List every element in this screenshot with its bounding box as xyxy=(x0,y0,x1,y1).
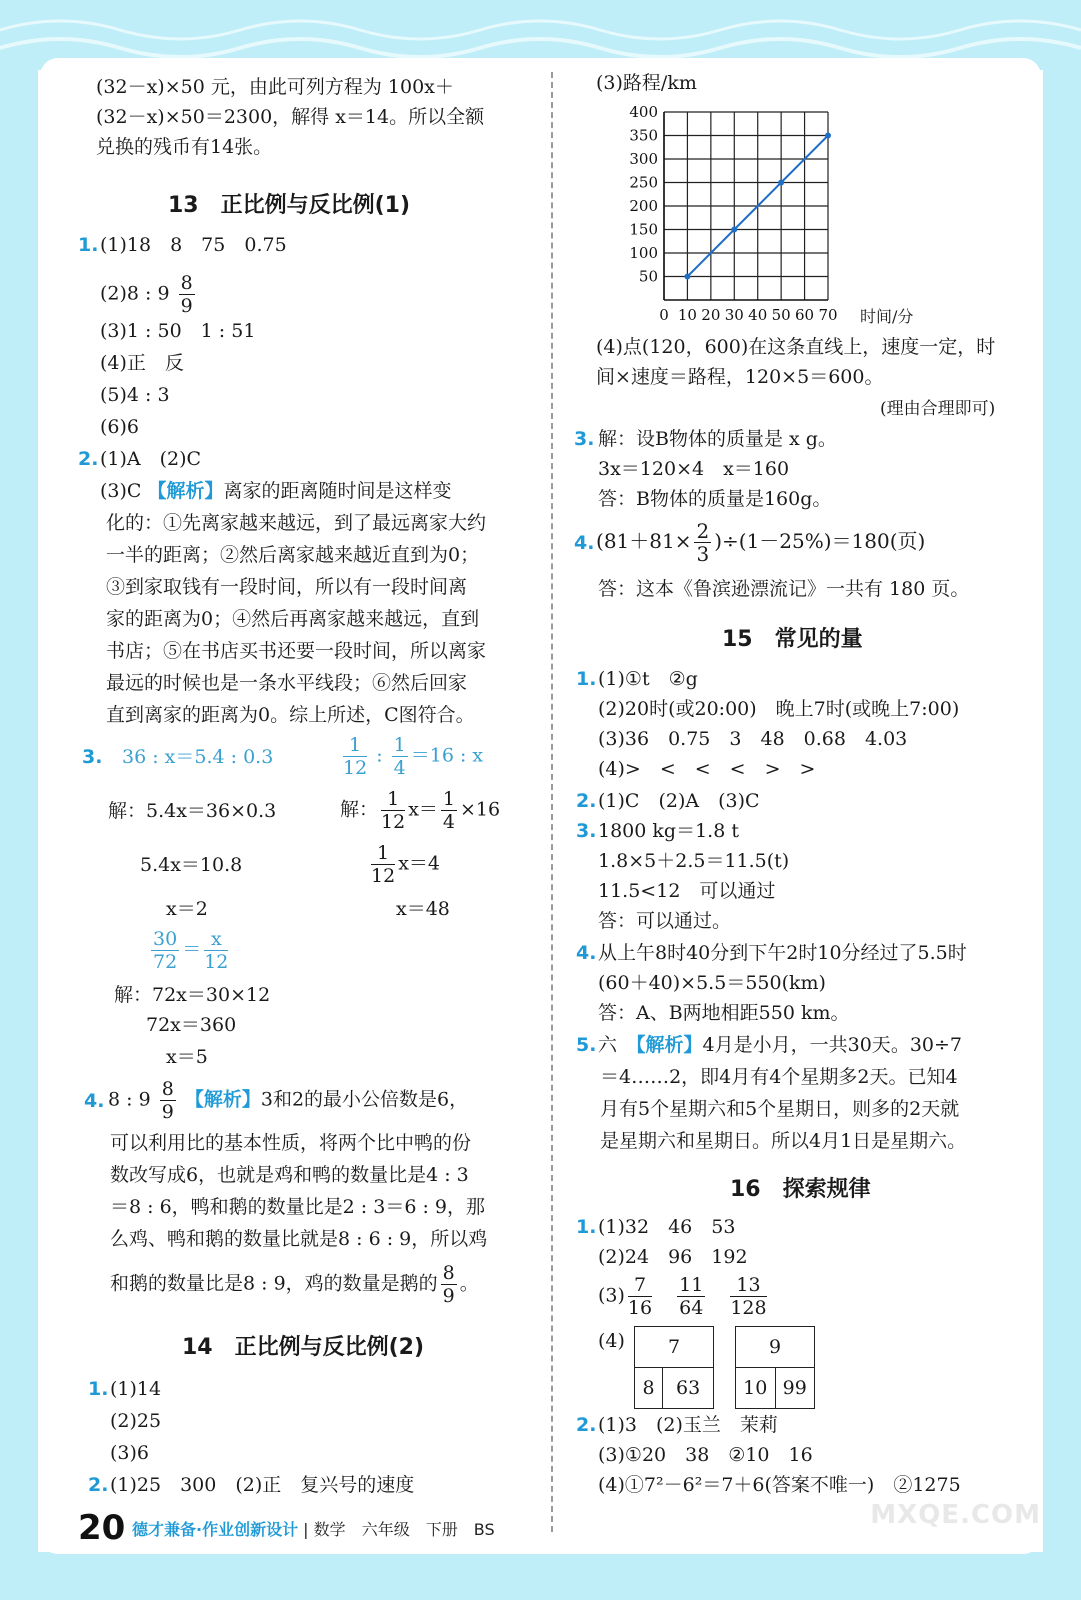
pattern-box-2 xyxy=(735,1326,815,1409)
x-tick-label: 30 xyxy=(724,306,744,324)
page-number: 20 xyxy=(78,1508,126,1548)
s13-q4-expl-last: 和鹅的数量比是8 : 9，鸡的数量是鹅的 $\frac{8}{9}$ 。 xyxy=(110,1262,479,1307)
s15-q2: (1)C (2)A (3)C xyxy=(598,790,760,812)
q-number: 1. xyxy=(576,1216,597,1238)
s13-q3-eq2: $\frac{1}{12}$ : $\frac{1}{4}$ ＝16 : x xyxy=(343,734,484,779)
r-p4-expr: (81＋81× $\frac{2}{3}$ )÷(1－25%)＝180(页) xyxy=(596,519,926,566)
y-tick-label: 200 xyxy=(629,197,658,215)
x-tick-label: 70 xyxy=(818,306,838,324)
chart-x-label: 时间/分 xyxy=(860,307,914,326)
x-tick-label: 20 xyxy=(701,306,721,324)
s13-q4-expl: ＝8 : 6，鸭和鹅的数量比是2 : 3＝6 : 9，那 xyxy=(110,1196,485,1218)
s13-q3-eq1: 36 : x＝5.4 : 0.3 xyxy=(122,746,274,768)
s13-q2-expl: 书店；⑤在书店买书还要一段时间，所以离家 xyxy=(106,640,487,662)
s13-q2-3: (3)C 【解析】离家的距离随时间是这样变 xyxy=(100,480,452,502)
s13-q2-1: (1)A (2)C xyxy=(100,448,202,470)
s15-q5-1: 六 【解析】4月是小月，一共30天。30÷7 xyxy=(598,1034,962,1056)
q-number: 4. xyxy=(574,532,595,554)
pattern-box-1 xyxy=(634,1326,714,1409)
s13-q3-sol1-1: 解：5.4x＝36×0.3 xyxy=(108,800,277,822)
box-top: 9 xyxy=(736,1327,815,1368)
s16-q1-1: (1)32 46 53 xyxy=(598,1216,736,1238)
s15-q4-1: 从上午8时40分到下午2时10分经过了5.5时 xyxy=(598,942,967,964)
box-bottom-left: 10 xyxy=(736,1368,776,1409)
r-q4-line2: 间×速度＝路程，120×5＝600。 xyxy=(596,366,884,388)
s16-q1-4-label: (4) xyxy=(598,1330,625,1352)
s15-q4-2: (60＋40)×5.5＝550(km) xyxy=(598,972,826,994)
s14-q2: (1)25 300 (2)正 复兴号的速度 xyxy=(110,1474,415,1496)
y-tick-label: 300 xyxy=(629,150,658,168)
page-border-right xyxy=(1043,0,1081,1600)
r-p3-3: 答：B物体的质量是160g。 xyxy=(598,488,832,510)
r-p3-1: 解：设B物体的质量是 x g。 xyxy=(598,428,837,450)
column-divider xyxy=(551,72,553,1532)
s15-q3-4: 答：可以通过。 xyxy=(598,910,732,932)
y-tick-label: 50 xyxy=(638,267,658,286)
s13-q4-expl: 么鸡、鸭和鹅的数量比就是8 : 6 : 9，所以鸡 xyxy=(110,1228,488,1250)
watermark: MXQE.COM xyxy=(870,1500,1041,1530)
s15-q1-3: (3)36 0.75 3 48 0.68 4.03 xyxy=(598,728,908,750)
box-bottom-right: 99 xyxy=(775,1368,815,1409)
s13-q1-4: (4)正 反 xyxy=(100,352,184,374)
q-number: 2. xyxy=(88,1474,109,1496)
r-q4-note: (理由合理即可) xyxy=(880,399,996,419)
q-number: 1. xyxy=(576,668,597,690)
s16-q2-2: (3)①20 38 ②10 16 xyxy=(598,1444,813,1466)
s13-q1-5: (5)4 : 3 xyxy=(100,384,170,406)
analysis-tag: 【解析】 xyxy=(147,480,224,502)
data-point xyxy=(825,133,831,139)
box-top: 7 xyxy=(635,1327,714,1368)
data-point xyxy=(731,227,737,233)
intro-line-2: (32－x)×50＝2300，解得 x＝14。所以全额 xyxy=(96,106,485,128)
s13-q3-sol2-3: x＝48 xyxy=(396,898,450,920)
s13-q4-1: 8 : 9 $\frac{8}{9}$ 【解析】3和2的最小公倍数是6， xyxy=(108,1078,469,1123)
s13-q3-sol3-2: 72x＝360 xyxy=(146,1014,237,1036)
s13-q1-2: (2)8 : 9 $\frac{8}{9}$ xyxy=(100,272,193,317)
s13-q2-expl: 一半的距离；②然后离家越来越近直到为0； xyxy=(106,544,480,566)
s13-q3-sol2-2: $\frac{1}{12}$ x＝4 xyxy=(371,842,440,887)
s15-q3-2: 1.8×5＋2.5＝11.5(t) xyxy=(598,850,790,872)
s16-q1-2: (2)24 96 192 xyxy=(598,1246,748,1268)
q-number: 1. xyxy=(78,234,99,256)
s15-q3-3: 11.5<12 可以通过 xyxy=(598,880,776,902)
q-number: 1. xyxy=(88,1378,109,1400)
chart-ticks xyxy=(629,103,837,324)
data-point xyxy=(778,180,784,186)
footer-info: 德才兼备·作业创新设计 | 数学 六年级 下册 BS xyxy=(132,1520,495,1539)
section-14-title: 14 正比例与反比例(2) xyxy=(182,1335,425,1360)
s13-q3-eq3: $\frac{30}{72}$ ＝ $\frac{x}{12}$ xyxy=(153,928,229,973)
analysis-tag: 【解析】 xyxy=(636,1034,703,1056)
s13-q3-sol1-3: x＝2 xyxy=(166,898,208,920)
x-tick-label: 10 xyxy=(677,306,697,324)
x-tick-label: 40 xyxy=(748,306,768,324)
s15-q1-1: (1)①t ②g xyxy=(598,668,698,690)
s15-q5-expl: 月有5个星期六和5个星期日，则多的2天就 xyxy=(600,1098,960,1120)
distance-time-chart xyxy=(616,92,936,332)
fraction: $\frac{8}{9}$ xyxy=(180,272,193,317)
s13-q3-sol3-1: 解：72x＝30×12 xyxy=(114,984,271,1006)
box-bottom-right: 63 xyxy=(663,1368,714,1409)
s13-q2-expl: ③到家取钱有一段时间，所以有一段时间离 xyxy=(106,576,468,598)
s15-q1-2: (2)20时(或20:00) 晚上7时(或晚上7:00) xyxy=(598,698,960,720)
q-number: 3. xyxy=(82,746,103,768)
s13-q2-expl: 最远的时候也是一条水平线段；⑥然后回家 xyxy=(106,672,468,694)
q-number: 4. xyxy=(84,1090,105,1112)
s13-q4-expl: 数改写成6，也就是鸡和鸭的数量比是4 : 3 xyxy=(110,1164,469,1186)
q-number: 2. xyxy=(576,1414,597,1436)
y-tick-label: 100 xyxy=(629,244,658,262)
page-border-bottom xyxy=(0,1552,1081,1600)
s13-q2-expl: 家的距离为0；④然后再离家越来越远，直到 xyxy=(106,608,480,630)
q-number: 2. xyxy=(576,790,597,812)
s14-q1-1: (1)14 xyxy=(110,1378,162,1400)
s14-q1-3: (3)6 xyxy=(110,1442,150,1464)
s15-q3-1: 1800 kg＝1.8 t xyxy=(598,820,739,842)
intro-line-3: 兑换的残币有14张。 xyxy=(96,136,273,158)
q-number: 2. xyxy=(78,448,99,470)
s15-q1-4: (4)> < < < > > xyxy=(598,758,816,780)
s15-q5-expl: 是星期六和星期日。所以4月1日是星期六。 xyxy=(600,1130,967,1152)
s14-q1-2: (2)25 xyxy=(110,1410,162,1432)
r-q4-line1: (4)点(120，600)在这条直线上，速度一定，时 xyxy=(596,336,996,358)
x-tick-label: 50 xyxy=(771,306,791,324)
q-number: 3. xyxy=(574,428,595,450)
q-number: 3. xyxy=(576,820,597,842)
x-tick-label: 0 xyxy=(659,306,669,324)
data-point xyxy=(684,274,690,280)
r-p4-answer: 答：这本《鲁滨逊漂流记》一共有 180 页。 xyxy=(598,578,970,600)
y-tick-label: 150 xyxy=(629,220,658,239)
analysis-tag: 【解析】 xyxy=(184,1088,261,1111)
y-tick-label: 400 xyxy=(629,103,658,121)
s13-q3-sol1-2: 5.4x＝10.8 xyxy=(140,854,243,876)
box-bottom-left: 8 xyxy=(635,1368,663,1409)
intro-line-1: (32－x)×50 元，由此可列方程为 100x＋ xyxy=(96,76,454,98)
s13-q1-6: (6)6 xyxy=(100,416,140,438)
s16-q2-1: (1)3 (2)玉兰 茉莉 xyxy=(598,1414,778,1436)
section-13-title: 13 正比例与反比例(1) xyxy=(168,193,411,218)
section-16-title: 16 探索规律 xyxy=(730,1177,871,1202)
q-number: 4. xyxy=(576,942,597,964)
x-tick-label: 60 xyxy=(795,306,815,324)
s13-q3-sol3-3: x＝5 xyxy=(166,1046,208,1068)
s13-q4-expl: 可以利用比的基本性质，将两个比中鸭的份 xyxy=(110,1132,472,1154)
s13-q1-1: (1)18 8 75 0.75 xyxy=(100,234,287,256)
s16-q2-3: (4)①7²－6²＝7＋6(答案不唯一) ②1275 xyxy=(598,1474,961,1496)
q-number: 5. xyxy=(576,1034,597,1056)
r-p3-2: 3x＝120×4 x＝160 xyxy=(598,458,790,480)
s16-q1-3: (3) $\frac{7}{16}$ $\frac{11}{64}$ $\frac{13}{128}$ xyxy=(598,1274,767,1319)
chart-grid xyxy=(664,112,828,300)
s13-q1-3: (3)1 : 50 1 : 51 xyxy=(100,320,256,342)
chart-caption: (3)路程/km xyxy=(596,72,697,94)
page-border-left xyxy=(0,0,38,1600)
s15-q5-expl: ＝4……2，即4月有4个星期多2天。已知4 xyxy=(600,1066,958,1088)
s13-q3-sol2-1: 解： $\frac{1}{12}$ x＝ $\frac{1}{4}$ ×16 xyxy=(340,788,501,833)
s13-q2-expl: 化的：①先离家越来越远，到了最远离家大约 xyxy=(106,512,487,534)
y-tick-label: 350 xyxy=(629,126,658,145)
s15-q4-3: 答：A、B两地相距550 km。 xyxy=(598,1002,850,1024)
y-tick-label: 250 xyxy=(629,173,658,192)
s13-q2-expl: 直到离家的距离为0。综上所述，C图符合。 xyxy=(106,704,475,726)
section-15-title: 15 常见的量 xyxy=(722,627,863,652)
